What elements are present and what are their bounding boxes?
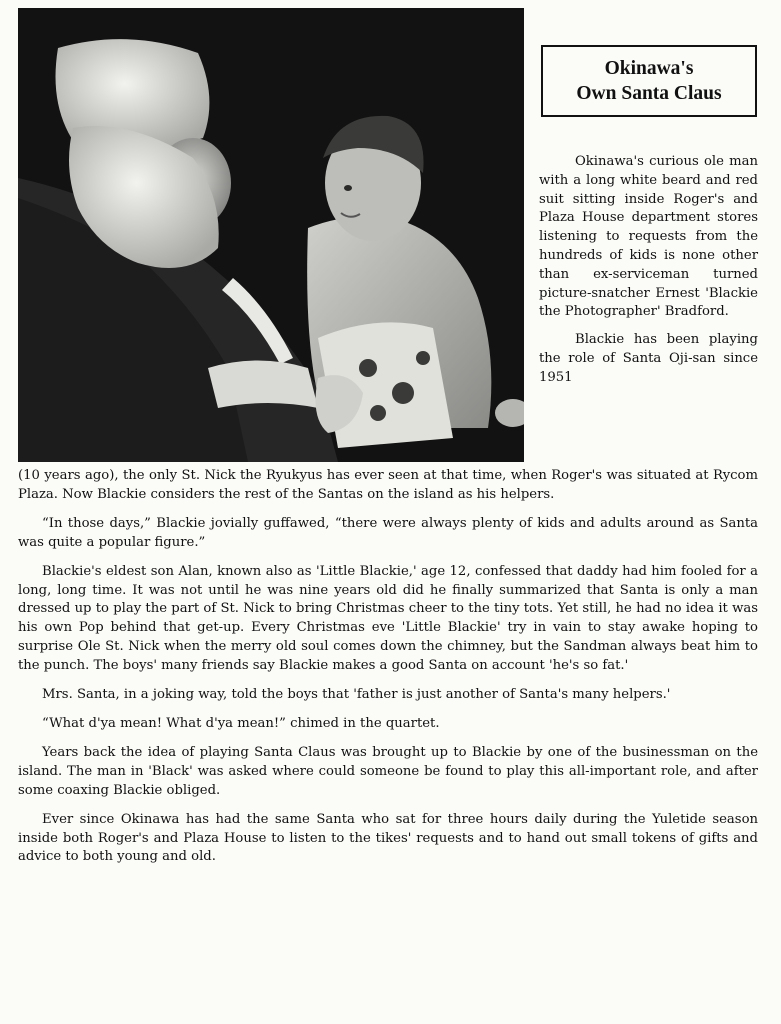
article-title-line-2: Own Santa Claus — [576, 83, 722, 104]
article-title-line-1: Okinawa's — [604, 58, 694, 79]
side-paragraph: Blackie has been playing the role of Santa Oji-san since 1951 — [539, 332, 758, 385]
article-title-box — [541, 45, 757, 117]
body-paragraph: “In those days,” Blackie jovially guffawed, “there were always plenty of kids and adults around as Santa was quite a popular figure.” — [18, 515, 758, 550]
body-paragraph: Ever since Okinawa has had the same Santa who sat for three hours daily during the Yuletide season inside both Roger's and Plaza House to listen to the tikes' requests and to hand out small tokens of gifts and advice to both young and old. — [18, 811, 758, 865]
body-paragraph: Years back the idea of playing Santa Claus was brought up to Blackie by one of the businessman on the island. The man in 'Black' was asked where could someone be found to play this all-important role, and after some coaxing Blackie obliged. — [18, 744, 758, 798]
body-text — [18, 467, 758, 867]
side-paragraph: Okinawa's curious ole man with a long white beard and red suit sitting inside Roger's and Plaza House department stores listening to requests from the hundreds of kids is none other than ex-serviceman turned picture-snatcher Ernest 'Blackie the Photographer' Bradford. — [539, 154, 758, 320]
body-paragraph: “What d'ya mean! What d'ya mean!” chimed in the quartet. — [42, 715, 440, 731]
body-paragraph: Mrs. Santa, in a joking way, told the boys that 'father is just another of Santa's many helpers.' — [42, 687, 671, 703]
body-paragraph: Blackie's eldest son Alan, known also as 'Little Blackie,' age 12, confessed that daddy had him fooled for a long, long time. It was not until he was nine years old did he finally summarized that Santa is only a man dressed up to play the part of St. Nick to bring Christmas cheer to the tiny tots. Yet still, he had no idea it was his own Pop behind that get-up. Every Christmas eve 'Little Blackie' try in vain to stay awake hoping to surprise Ole St. Nick when the merry old soul comes down the chimney, but the Sandman always beat him to the punch. The boys' many friends say Blackie makes a good Santa on account 'he's so fat.' — [18, 563, 758, 674]
body-paragraph: (10 years ago), the only St. Nick the Ryukyus has ever seen at that time, when Roger's was situated at Rycom Plaza. Now Blackie considers the rest of the Santas on the island as his helpers. — [18, 468, 758, 502]
side-column-text — [539, 153, 758, 388]
photo-santa-with-child — [18, 8, 524, 462]
